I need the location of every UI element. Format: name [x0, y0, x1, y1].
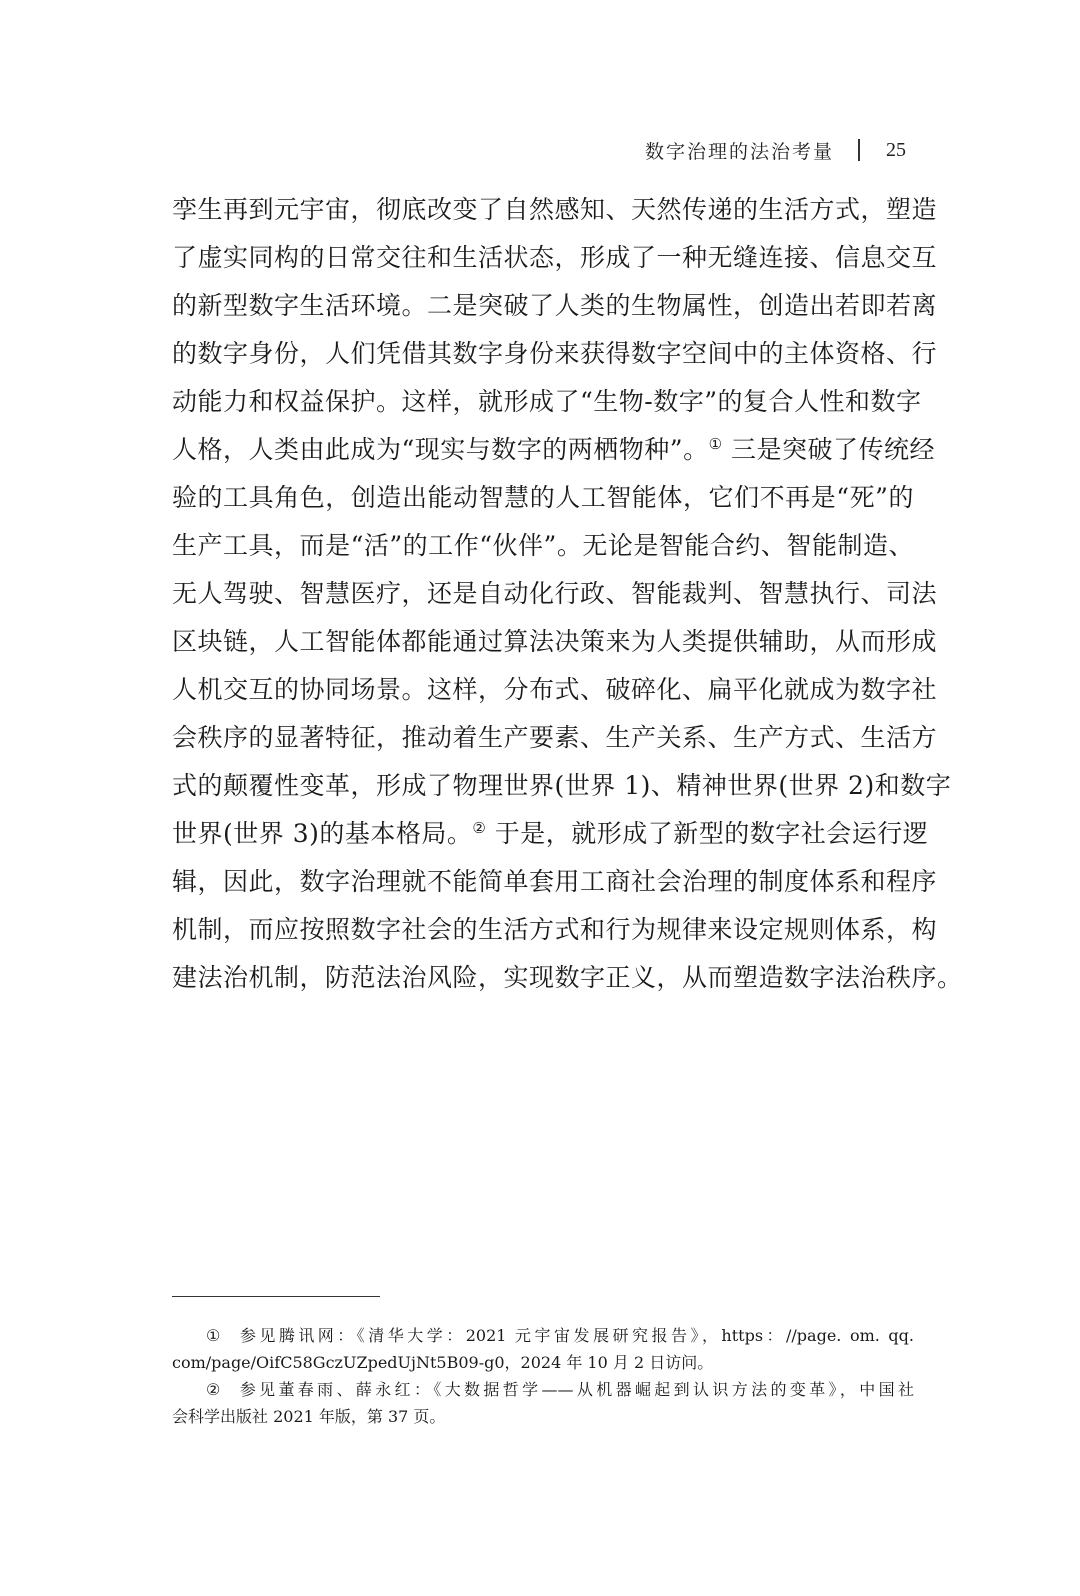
running-header: [645, 136, 906, 164]
body-line: 建法治机制，防范法治风险，实现数字正义，从而塑造数字法治秩序。: [172, 963, 963, 992]
body-line: [172, 810, 929, 858]
footnote-2-line: 会科学出版社 2021 年版，第 37 页。: [172, 1407, 446, 1426]
page-number: 25: [886, 138, 906, 161]
footnote-ref-1[interactable]: ①: [708, 435, 723, 453]
body-line: 无人驾驶、智慧医疗，还是自动化行政、智能裁判、智慧执行、司法: [172, 579, 938, 608]
footnote-1-mark: ①: [206, 1326, 224, 1345]
body-line: 辑，因此，数字治理就不能简单套用工商社会治理的制度体系和程序: [172, 867, 938, 896]
body-line: 的新型数字生活环境。二是突破了人类的生物属性，创造出若即若离: [172, 291, 938, 320]
footnotes: [172, 1322, 914, 1430]
footnote-1-line: com/page/OifC58GczUZpedUjNt5B09-g0，2024 年 10 月 2 日访问。: [172, 1353, 714, 1372]
body-line: 生产工具，而是“活”的工作“伙伴”。无论是智能合约、智能制造、: [172, 531, 914, 560]
body-line: 会秩序的显著特征，推动着生产要素、生产关系、生产方式、生活方: [172, 723, 938, 752]
footnote-1-line: [172, 1322, 914, 1349]
body-line-text: 人格，人类由此成为“现实与数字的两栖物种”。: [172, 435, 709, 464]
body-line: 的数字身份，人们凭借其数字身份来获得数字空间中的主体资格、行: [172, 339, 938, 368]
running-title: 数字治理的法治考量: [644, 140, 834, 163]
body-line-text: 世界(世界 3)的基本格局。: [172, 819, 473, 848]
body-line: 孪生再到元宇宙，彻底改变了自然感知、天然传递的生活方式，塑造: [172, 195, 938, 224]
body-line: 区块链，人工智能体都能通过算法决策来为人类提供辅助，从而形成: [172, 627, 938, 656]
body-line: 机制，而应按照数字社会的生活方式和行为规律来设定规则体系，构: [172, 915, 938, 944]
footnote-2-text: 参见董春雨、薛永红：《大数据哲学——从机器崛起到认识方法的变革》，中国社: [239, 1380, 914, 1399]
body-line: 式的颠覆性变革，形成了物理世界(世界 1)、精神世界(世界 2)和数字: [172, 771, 952, 800]
footnote-2-line: [172, 1376, 914, 1403]
footnote-divider: [172, 1296, 380, 1297]
body-line: [172, 426, 935, 474]
body-text: [172, 186, 963, 1002]
footnote-ref-2[interactable]: ②: [472, 819, 487, 837]
footnote-1-text: 参见腾讯网：《清华大学：2021 元宇宙发展研究报告》，https：//page. om. qq.: [239, 1326, 915, 1345]
body-line: 动能力和权益保护。这样，就形成了“生物-数字”的复合人性和数字: [172, 387, 922, 416]
body-line: 验的工具角色，创造出能动智慧的人工智能体，它们不再是“死”的: [172, 483, 914, 512]
body-line: 了虚实同构的日常交往和生活状态，形成了一种无缝连接、信息交互: [172, 243, 938, 272]
body-line-text: 三是突破了传统经: [722, 435, 935, 464]
header-divider: [858, 139, 860, 161]
footnote-2-mark: ②: [206, 1380, 224, 1399]
body-line: 人机交互的协同场景。这样，分布式、破碎化、扁平化就成为数字社: [172, 675, 938, 704]
body-line-text: 于是，就形成了新型的数字社会运行逻: [486, 819, 929, 848]
